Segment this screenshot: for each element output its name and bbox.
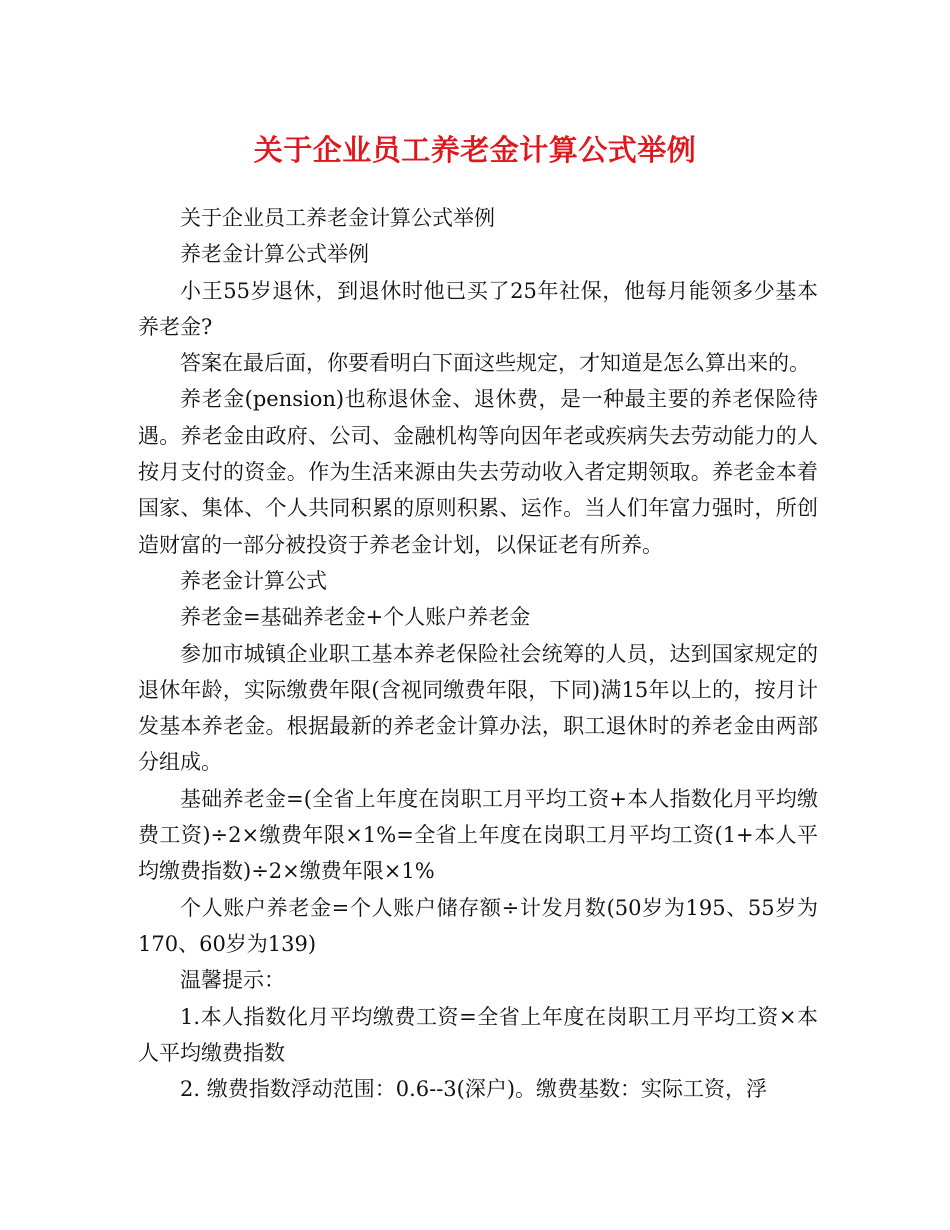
paragraph: 养老金计算公式举例 [180,242,369,267]
paragraph: 答案在最后面，你要看明白下面这些规定，才知道是怎么算出来的。 [180,351,810,376]
tip-item: 1.本人指数化月平均缴费工资=全省上年度在岗职工月平均工资×本人平均缴费指数 [138,1004,818,1065]
paragraph: 参加市城镇企业职工基本养老保险社会统筹的人员，达到国家规定的退休年龄，实际缴费年限(含视同缴费年限，下同)满15年以上的，按月计发基本养老金。根据最新的养老金计算办法，职工退休时的养老金由两部分组成。 [138,641,818,775]
formula: 个人账户养老金=个人账户储存额÷计发月数(50岁为195、55岁为170、60岁为139) [138,895,818,956]
formula: 养老金=基础养老金+个人账户养老金 [180,605,531,630]
paragraph: 养老金(pension)也称退休金、退休费，是一种最主要的养老保险待遇。养老金由政府、公司、金融机构等向因年老或疾病失去劳动能力的人按月支付的资金。作为生活来源由失去劳动收入者定期领取。养老金本着国家、集体、个人共同积累的原则积累、运作。当人们年富力强时，所创造财富的一部分被投资于养老金计划，以保证老有所养。 [138,387,818,557]
paragraph: 关于企业员工养老金计算公式举例 [180,206,495,230]
formula: 基础养老金=(全省上年度在岗职工月平均工资+本人指数化月平均缴费工资)÷2×缴费年限×1%=全省上年度在岗职工月平均工资(1+本人平均缴费指数)÷2×缴费年限×1% [138,786,818,884]
document-title: 关于企业员工养老金计算公式举例 [253,133,697,167]
paragraph: 小王55岁退休，到退休时他已买了25年社保，他每月能领多少基本养老金? [138,278,818,339]
section-heading: 养老金计算公式 [180,568,327,593]
tip-heading: 温馨提示： [180,968,285,993]
document-body [138,200,818,1107]
tip-item: 2. 缴费指数浮动范围：0.6--3(深户)。缴费基数：实际工资，浮 [180,1077,768,1102]
